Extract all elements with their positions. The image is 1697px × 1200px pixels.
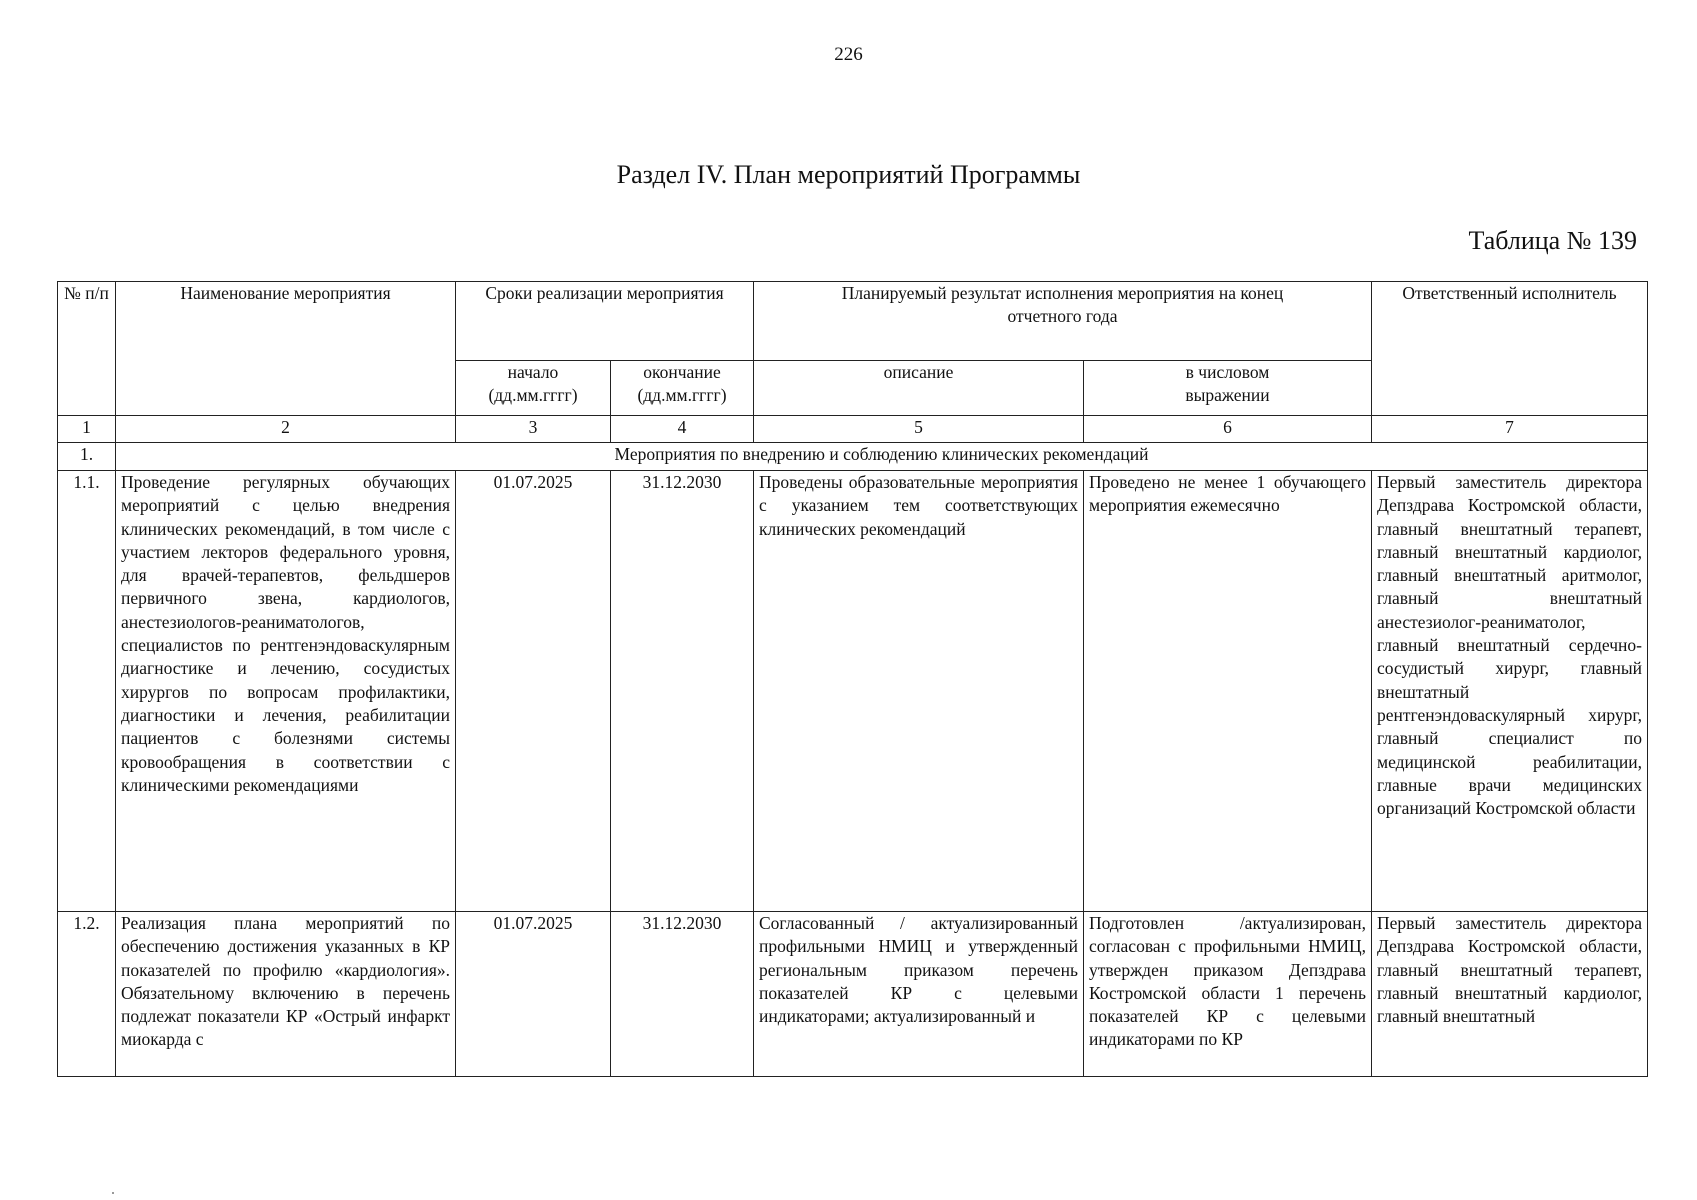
row-description: Проведены образовательные мероприятия с указанием тем соответствующих клинических рекомендаций (754, 471, 1084, 912)
table-row (58, 471, 1648, 912)
section-row (58, 443, 1648, 471)
column-number: 3 (456, 416, 611, 443)
row-numeric (1084, 912, 1372, 1077)
column-numbers-row (58, 416, 1648, 443)
row-start-date: 01.07.2025 (456, 912, 611, 1077)
table-label: Таблица № 139 (1468, 226, 1637, 255)
scan-mark (112, 1192, 114, 1194)
plan-table (57, 281, 1648, 1077)
column-number: 1 (58, 416, 116, 443)
column-number: 6 (1084, 416, 1372, 443)
header-numeric: в числовом выражении (1084, 361, 1372, 416)
row-responsible (1372, 912, 1648, 1077)
column-number: 5 (754, 416, 1084, 443)
section-heading: Мероприятия по внедрению и соблюдению клинических рекомендаций (116, 443, 1648, 471)
page-number: 226 (834, 44, 863, 65)
row-responsible: Первый заместитель директора Депздрава Костромской области, главный внештатный терапевт, главный внештатный кардиолог, главный внештатный аритмолог, главный внештатный анестезиолог-реаниматолог, главный внештатный сердечно-сосудистый хирург, главный внештатный рентгенэндоваскулярный хирург, главный специалист по медицинской реабилитации, главные врачи медицинских организаций Костромской области (1372, 471, 1648, 912)
header-end: окончание (дд.мм.гггг) (611, 361, 754, 416)
header-description: описание (754, 361, 1084, 416)
row-start-date: 01.07.2025 (456, 471, 611, 912)
column-number: 4 (611, 416, 754, 443)
row-name-text: Реализация плана мероприятий по обеспечению достижения указанных в КР показателей по профилю «кардиология». Обязательному включению в перечень подлежат показатели КР «Острый инфаркт миокарда с (121, 913, 450, 1050)
row-number: 1.1. (58, 471, 116, 912)
header-name: Наименование мероприятия (116, 282, 456, 416)
header-result: Планируемый результат исполнения мероприятия на конец отчетного года (754, 282, 1372, 361)
row-name (116, 912, 456, 1077)
column-number: 2 (116, 416, 456, 443)
row-end-date: 31.12.2030 (611, 912, 754, 1077)
table-row (58, 912, 1648, 1077)
row-numeric: Проведено не менее 1 обучающего мероприятия ежемесячно (1084, 471, 1372, 912)
row-responsible-text: Первый заместитель директора Депздрава Костромской области, главный внештатный терапевт, главный внештатный кардиолог, главный внештатный (1377, 913, 1642, 1027)
header-dates: Сроки реализации мероприятия (456, 282, 754, 361)
header-start: начало (дд.мм.гггг) (456, 361, 611, 416)
section-title: Раздел IV. План мероприятий Программы (616, 160, 1081, 189)
header-responsible: Ответственный исполнитель (1372, 282, 1648, 416)
row-end-date: 31.12.2030 (611, 471, 754, 912)
row-numeric-text: Подготовлен /актуализирован, согласован с профильными НМИЦ, утвержден приказом Депздрава Костромской области 1 перечень показателей КР с целевыми индикаторами по КР (1089, 913, 1366, 1050)
section-number: 1. (58, 443, 116, 471)
row-number: 1.2. (58, 912, 116, 1077)
row-description-text: Согласованный / актуализированный профильными НМИЦ и утвержденный региональным приказом перечень показателей КР с целевыми индикаторами; актуализированный и (759, 913, 1078, 1027)
header-row-top (58, 282, 1648, 361)
column-number: 7 (1372, 416, 1648, 443)
header-number: № п/п (58, 282, 116, 416)
row-name: Проведение регулярных обучающих мероприятий с целью внедрения клинических рекомендаций, в том числе с участием лекторов федерального уровня, для врачей-терапевтов, фельдшеров первичного звена, кардиологов, анестезиологов-реаниматологов, специалистов по рентгенэндоваскулярным диагностике и лечению, сосудистых хирургов по вопросам профилактики, диагностики и лечения, реабилитации пациентов с болезнями системы кровообращения в соответствии с клиническими рекомендациями (116, 471, 456, 912)
row-description (754, 912, 1084, 1077)
